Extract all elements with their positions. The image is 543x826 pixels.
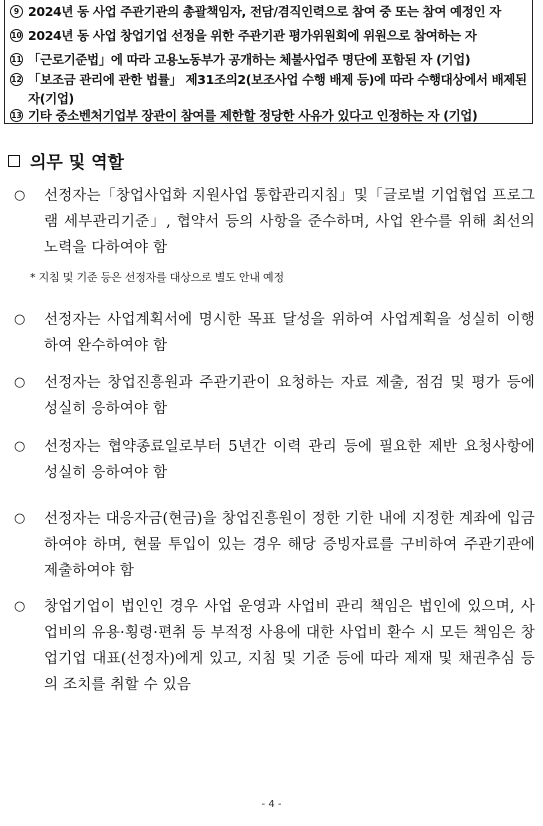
circle-bullet-icon: ○ — [14, 599, 26, 614]
circle-bullet-icon: ○ — [14, 511, 26, 526]
ineligibility-criteria-box — [4, 0, 533, 124]
duty-item — [14, 183, 535, 261]
circled-number: 12 — [11, 75, 22, 84]
square-bullet-icon — [8, 155, 20, 167]
page-number: - 4 - — [261, 799, 282, 810]
criteria-text: 2024년 동 사업 창업기업 선정을 위한 주관기관 평가위원회에 위원으로 참여하는 자 — [28, 28, 477, 43]
duty-text: 선정자는 대응자금(현금)을 창업진흥원이 정한 기한 내에 지정한 계좌에 입금하여야 하며, 현물 투입이 있는 경우 해당 증빙자료를 구비하여 주관기관에 제출하여야 함 — [44, 511, 535, 579]
duty-text: 창업기업이 법인인 경우 사업 운영과 사업비 관리 책임은 법인에 있으며, 사업비의 유용·횡령·편취 등 부적정 사용에 대한 사업비 환수 시 모든 책임은 창업기업 대표(선정자)에게 있고, 지침 및 기준 등에 따라 제재 및 채권추심 등의 조치를 취할 수 있음 — [44, 599, 535, 693]
duty-item — [14, 307, 535, 359]
criteria-item — [10, 70, 528, 108]
duty-item — [14, 370, 535, 422]
duty-text: 선정자는 창업진흥원과 주관기관이 요청하는 자료 제출, 점검 및 평가 등에 성실히 응하여야 함 — [44, 375, 535, 417]
criteria-text: 2024년 동 사업 주관기관의 총괄책임자, 전담/겸직인력으로 참여 중 또는 참여 예정인 자 — [28, 4, 501, 19]
section-title: 의무 및 역할 — [30, 153, 124, 173]
criteria-item — [10, 26, 528, 45]
duty-item — [14, 506, 535, 584]
circle-bullet-icon: ○ — [14, 312, 26, 327]
section-heading — [8, 148, 124, 173]
criteria-text: 「근로기준법」에 따라 고용노동부가 공개하는 체불사업주 명단에 포함된 자 (기업) — [28, 52, 471, 67]
footnote: * 지침 및 기준 등은 선정자를 대상으로 별도 안내 예정 — [30, 271, 284, 284]
circle-bullet-icon: ○ — [14, 188, 26, 203]
criteria-item — [10, 2, 528, 21]
duty-text: 선정자는 사업계획서에 명시한 목표 달성을 위하여 사업계획을 성실히 이행하여 완수하여야 함 — [44, 312, 535, 354]
criteria-item — [10, 106, 528, 125]
circled-number: 10 — [11, 31, 22, 40]
duty-item — [14, 594, 535, 698]
duty-text: 선정자는「창업사업화 지원사업 통합관리지침」및「글로벌 기업협업 프로그램 세부관리기준」, 협약서 등의 사항을 준수하며, 사업 완수를 위해 최선의 노력을 다하여야 함 — [44, 188, 535, 256]
circled-number: 9 — [10, 5, 23, 18]
circle-bullet-icon: ○ — [14, 439, 26, 454]
duty-item — [14, 434, 535, 486]
criteria-text: 기타 중소벤처기업부 장관이 참여를 제한할 정당한 사유가 있다고 인정하는 자 (기업) — [28, 108, 478, 123]
circled-number: 11 — [11, 55, 22, 64]
circle-bullet-icon: ○ — [14, 375, 26, 390]
circled-number: 13 — [11, 111, 22, 120]
criteria-item — [10, 50, 528, 69]
duty-text: 선정자는 협약종료일로부터 5년간 이력 관리 등에 필요한 제반 요청사항에 성실히 응하여야 함 — [44, 439, 535, 481]
criteria-text: 「보조금 관리에 관한 법률」 제31조의2(보조사업 수행 배제 등)에 따라 수행대상에서 배제된 자(기업) — [28, 72, 527, 106]
